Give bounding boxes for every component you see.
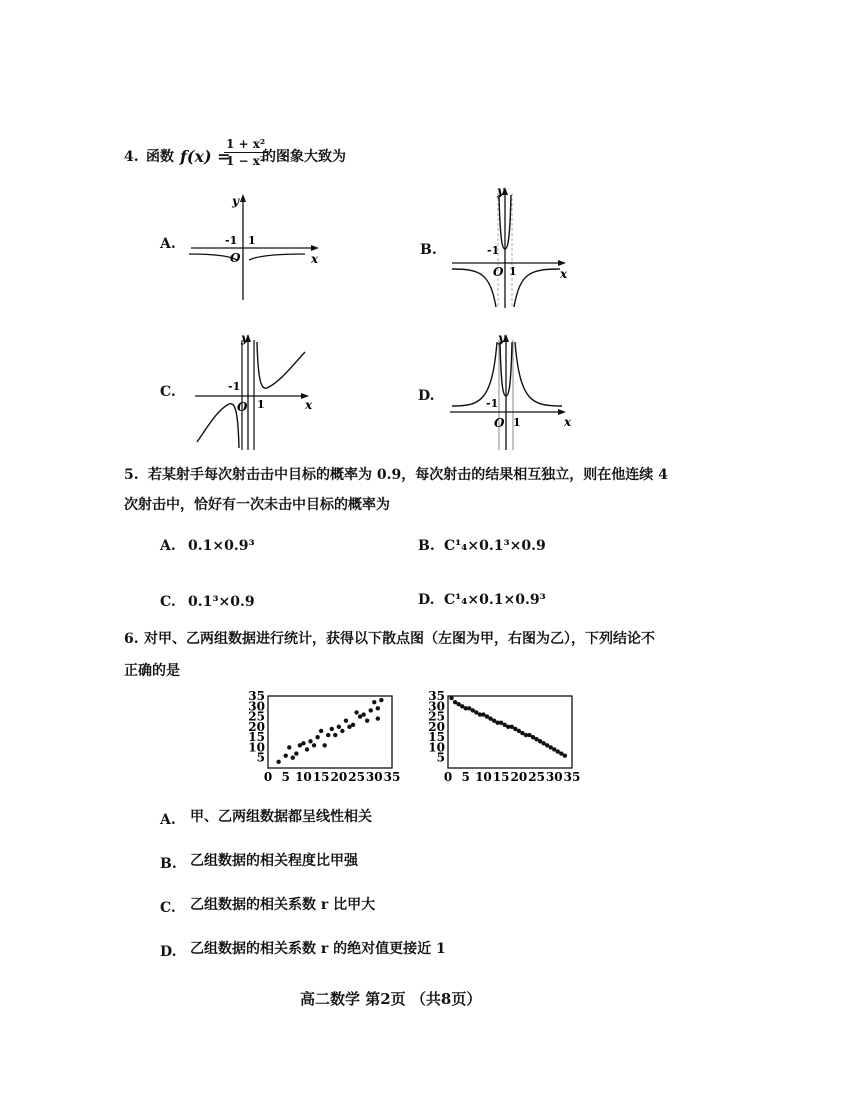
graph-b-x-label: x	[560, 267, 568, 281]
scatter-point	[322, 743, 326, 747]
x-tick-label: 35	[563, 770, 581, 784]
scatter-plot-yi	[420, 690, 580, 790]
q5-option-a-text: 0.1×0.9³	[188, 538, 255, 554]
scatter-point	[315, 735, 319, 739]
scatter-point	[287, 745, 291, 749]
y-tick-label: 5	[436, 750, 445, 765]
q4-option-b-label: B.	[420, 242, 437, 258]
y-tick-label: 35	[248, 689, 265, 703]
x-tick-label: 15	[312, 770, 330, 784]
scatter-point	[276, 760, 280, 764]
graph-a-origin: O	[230, 251, 241, 265]
scatter-point	[291, 756, 295, 760]
q4-tail: 的图象大致为	[262, 149, 346, 165]
q5-option-b-label: B.	[418, 538, 435, 554]
scatter-point	[319, 729, 323, 733]
q6-option-c-text: 乙组数据的相关系数 r 比甲大	[190, 897, 376, 913]
q6-option-c-label: C.	[160, 900, 176, 916]
q4-option-a-label: A.	[160, 236, 176, 252]
q4-number: 4.	[124, 149, 139, 165]
scatter-point	[308, 739, 312, 743]
graph-c-neg1: -1	[228, 380, 241, 393]
y-tick-label: 25	[428, 709, 445, 724]
scatter-point	[333, 733, 337, 737]
x-tick-label: 20	[330, 770, 348, 784]
q5-option-a-label: A.	[160, 538, 176, 554]
x-tick-label: 25	[528, 770, 545, 784]
graph-b-y-label: y	[497, 184, 504, 198]
y-tick-label: 20	[428, 719, 445, 734]
scatter-point	[354, 710, 358, 714]
y-tick-label: 30	[248, 699, 265, 714]
x-tick-label: 30	[365, 770, 383, 784]
y-tick-label: 25	[248, 709, 265, 724]
graph-c-origin: O	[237, 400, 248, 414]
graph-c-x-label: x	[305, 398, 313, 412]
x-tick-label: 10	[295, 770, 312, 784]
q4-fraction	[224, 137, 267, 168]
x-tick-label: 25	[348, 770, 365, 784]
scatter-point	[305, 747, 309, 751]
scatter-point	[376, 706, 380, 710]
scatter-point	[301, 741, 305, 745]
q6-option-d-text: 乙组数据的相关系数 r 的绝对值更接近 1	[190, 941, 446, 957]
y-tick-label: 5	[256, 750, 265, 765]
scatter-plot-jia	[240, 690, 400, 790]
scatter-point	[365, 718, 369, 722]
y-tick-label: 15	[248, 730, 265, 745]
scatter-point	[361, 712, 365, 716]
y-tick-label: 15	[428, 730, 445, 745]
q5-option-c-label: C.	[160, 594, 176, 610]
scatter-point	[326, 733, 330, 737]
q4-numerator: 1 + x²	[226, 137, 266, 151]
q6-option-b-label: B.	[160, 856, 177, 872]
q5-option-d-text: C¹₄×0.1×0.9³	[444, 592, 546, 608]
graph-b-neg1: -1	[487, 244, 500, 257]
scatter-point	[372, 700, 376, 704]
graph-d-x-label: x	[564, 415, 572, 429]
scatter-point	[337, 725, 341, 729]
scatter-point	[344, 718, 348, 722]
graph-b-origin: O	[493, 265, 504, 279]
y-tick-label: 20	[248, 719, 265, 734]
q4-lead: 函数	[146, 149, 174, 165]
x-tick-label: 30	[545, 770, 563, 784]
q5-line-1: 若某射手每次射击击中目标的概率为 0.9，每次射击的结果相互独立，则在他连续 4	[148, 467, 668, 483]
graph-b	[450, 183, 590, 308]
scatter-point	[284, 753, 288, 757]
scatter-point	[563, 753, 567, 757]
q4-option-c-label: C.	[160, 384, 176, 400]
q6-line-2: 正确的是	[124, 663, 180, 679]
q5-line-2: 次射击中，恰好有一次未击中目标的概率为	[124, 497, 390, 513]
scatter-point	[449, 696, 453, 700]
x-tick-label: 15	[492, 770, 510, 784]
y-tick-label: 10	[248, 740, 265, 755]
graph-a	[185, 190, 355, 300]
q6-line-1: 对甲、乙两组数据进行统计，获得以下散点图（左图为甲，右图为乙），下列结论不	[144, 631, 655, 647]
graph-a-y-label: y	[232, 194, 239, 208]
y-tick-label: 35	[428, 689, 445, 703]
y-tick-label: 10	[428, 740, 445, 755]
scatter-point	[330, 727, 334, 731]
q5-number: 5.	[124, 467, 139, 483]
scatter-point	[340, 729, 344, 733]
q6-option-d-label: D.	[160, 944, 177, 960]
q6-number: 6.	[124, 631, 139, 647]
q4-option-d-label: D.	[418, 388, 435, 404]
graph-d-pos1: 1	[513, 416, 521, 429]
scatter-point	[369, 708, 373, 712]
y-tick-label: 30	[428, 699, 445, 714]
x-tick-label: 0	[443, 770, 453, 784]
graph-a-pos1: 1	[248, 234, 256, 247]
scatter-point	[312, 743, 316, 747]
graph-d-origin: O	[494, 416, 505, 430]
graph-a-neg1: -1	[225, 234, 238, 247]
x-tick-label: 20	[510, 770, 528, 784]
graph-b-pos1: 1	[509, 265, 517, 278]
scatter-point	[351, 723, 355, 727]
scatter-point	[294, 751, 298, 755]
graph-d-neg1: -1	[486, 397, 499, 410]
x-tick-label: 5	[461, 770, 470, 784]
page-footer: 高二数学 第2页 （共8页）	[300, 990, 482, 1008]
graph-d-y-label: y	[498, 331, 505, 345]
scatter-point	[379, 698, 383, 702]
graph-d	[450, 330, 590, 450]
graph-c-y-label: y	[241, 331, 248, 345]
q6-option-a-label: A.	[160, 812, 176, 828]
q5-option-c-text: 0.1³×0.9	[188, 594, 255, 610]
q6-option-a-text: 甲、乙两组数据都呈线性相关	[190, 809, 372, 825]
q4-function-name: f(x) =	[180, 147, 231, 166]
q6-option-b-text: 乙组数据的相关程度比甲强	[190, 853, 358, 869]
q5-option-b-text: C¹₄×0.1³×0.9	[444, 538, 546, 554]
q4-denominator: 1 − x²	[226, 154, 266, 168]
x-tick-label: 10	[475, 770, 492, 784]
x-tick-label: 35	[383, 770, 401, 784]
scatter-point	[376, 716, 380, 720]
graph-a-x-label: x	[311, 252, 319, 266]
x-tick-label: 0	[263, 770, 273, 784]
graph-c	[195, 330, 335, 450]
graph-c-pos1: 1	[257, 398, 265, 411]
q5-option-d-label: D.	[418, 592, 435, 608]
x-tick-label: 5	[281, 770, 290, 784]
